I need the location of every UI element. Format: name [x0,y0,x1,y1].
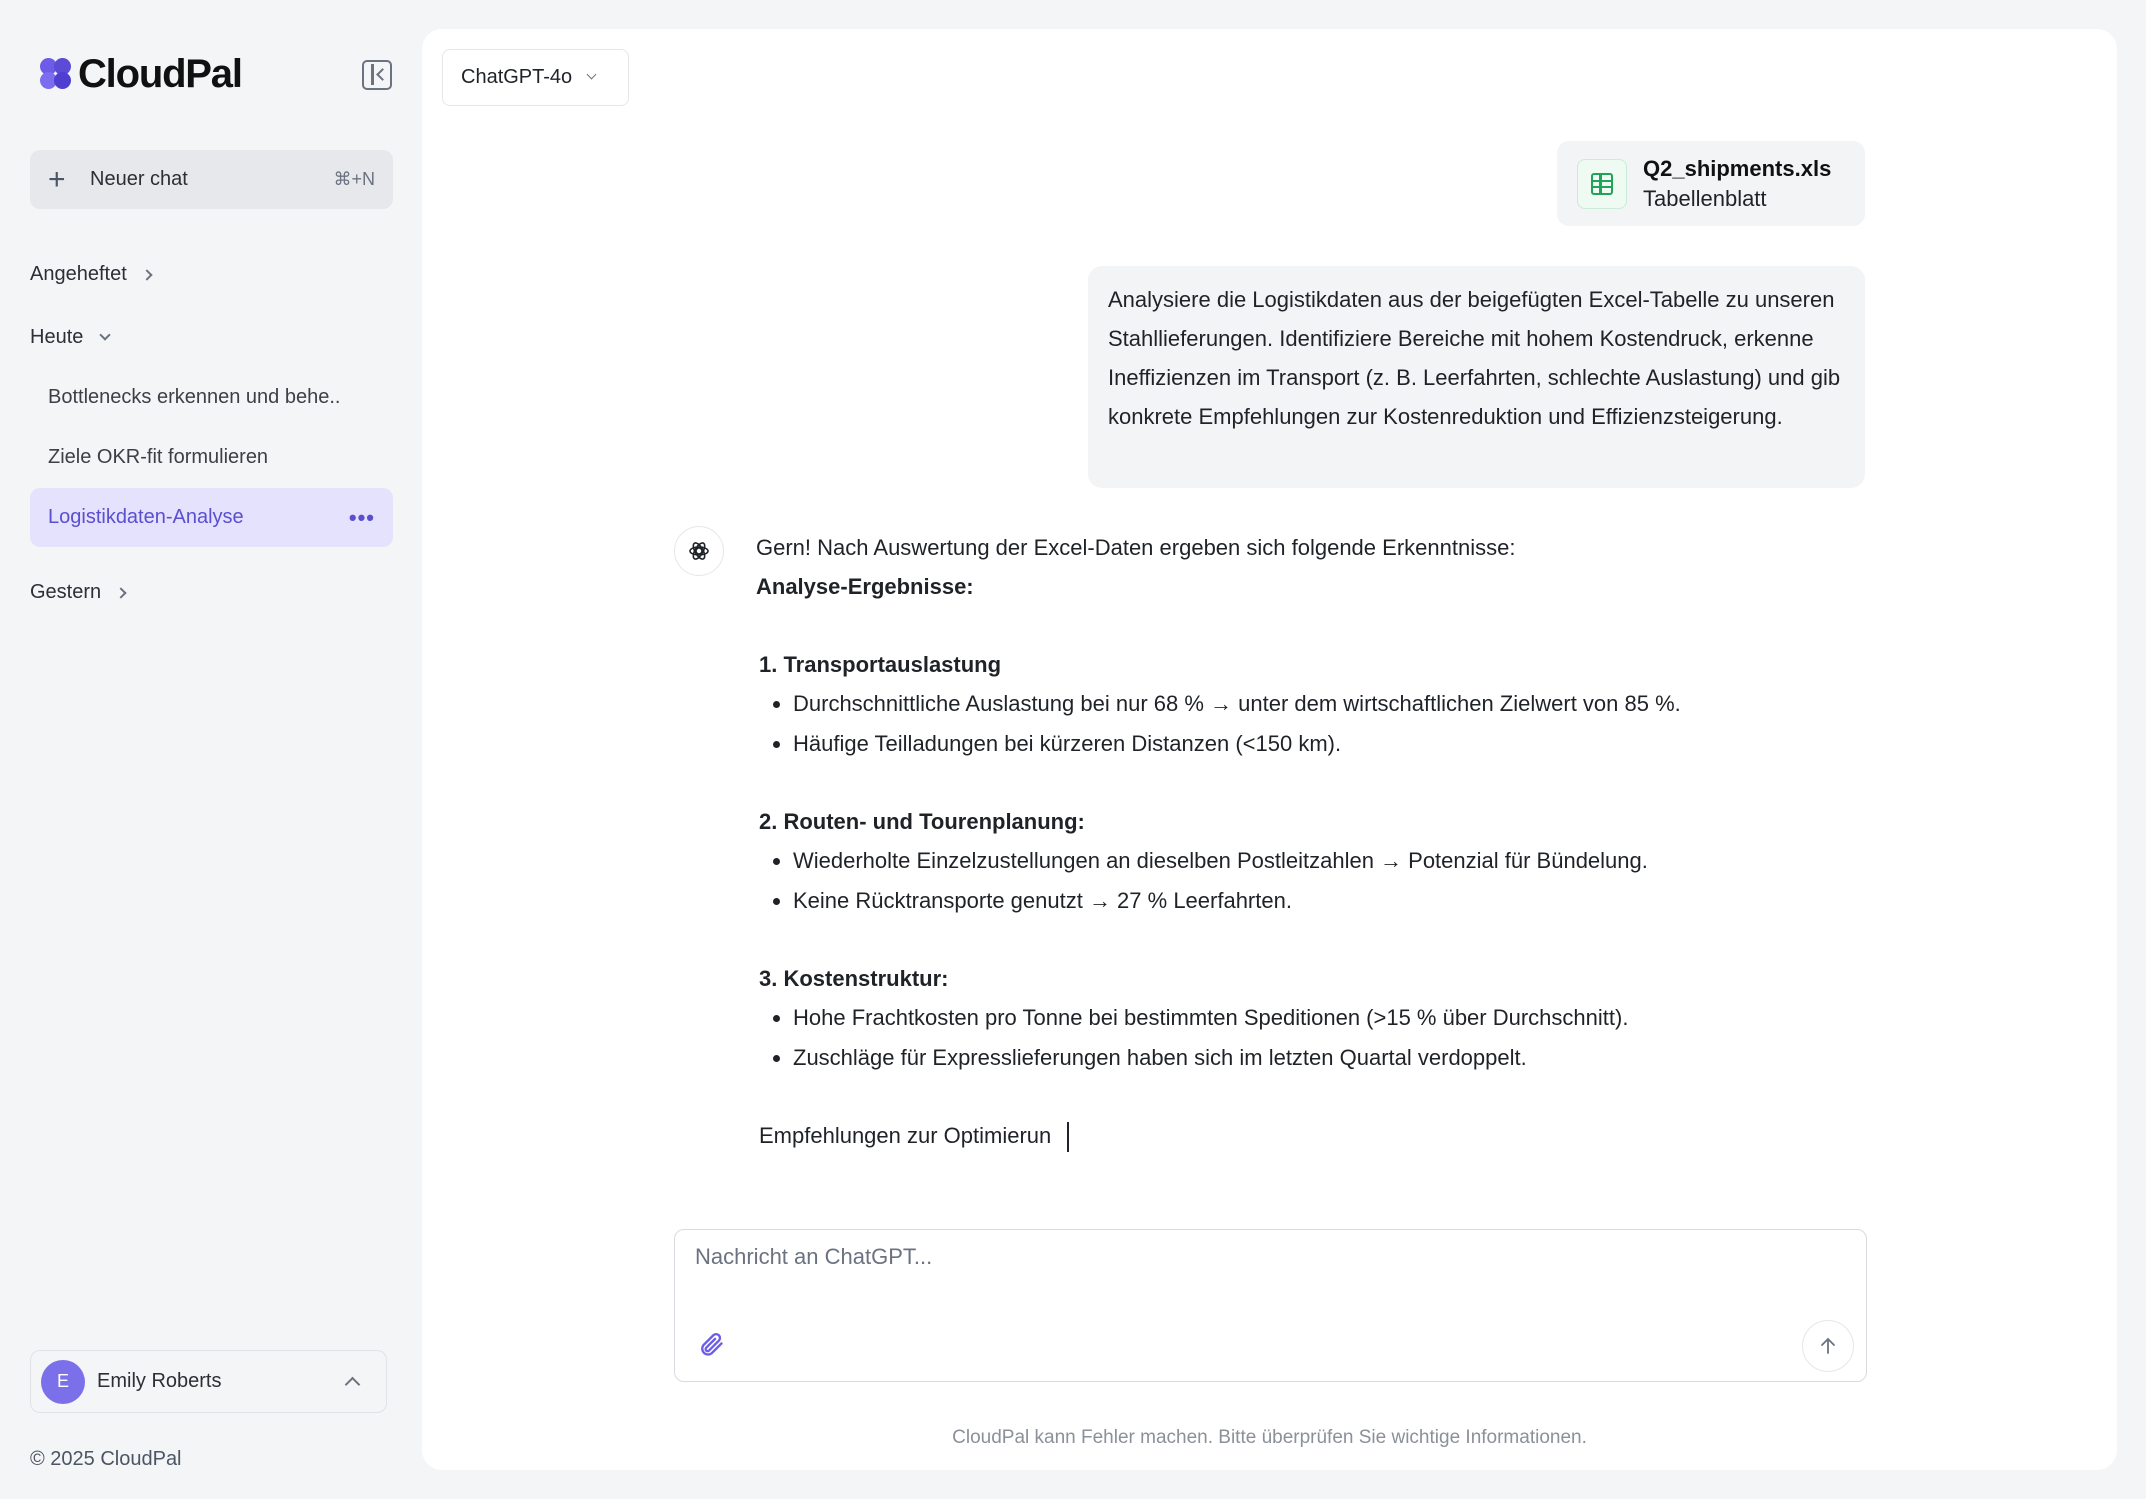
model-name: ChatGPT-4o [461,66,573,88]
more-options-icon[interactable]: ••• [348,504,375,530]
assistant-avatar-icon [674,526,724,576]
streaming-text: Empfehlungen zur Optimierun [759,1123,1052,1148]
chat-panel [422,29,2117,1470]
user-menu[interactable] [30,1350,387,1413]
app-name: CloudPal [78,52,242,96]
attachment-type: Tabellenblatt [1643,185,1767,211]
typing-cursor [1067,1122,1069,1152]
new-chat-button[interactable] [30,150,393,209]
section-heading: 2. Routen- und Tourenplanung: [759,809,1085,834]
conversation-item[interactable] [30,428,393,487]
new-chat-shortcut: ⌘+N [333,169,375,189]
copyright: © 2025 CloudPal [30,1448,182,1470]
assistant-intro: Gern! Nach Auswertung der Excel-Daten ergeben sich folgende Erkenntnisse: [756,535,1516,560]
plus-icon: + [48,162,66,196]
conversation-title: Logistikdaten-Analyse [48,506,244,528]
conversation-item-active[interactable] [30,488,393,547]
chevron-right-icon [141,269,152,280]
assistant-message [756,528,1856,1155]
message-input[interactable] [695,1244,1795,1294]
list-item: Zuschläge für Expresslieferungen haben sich im letzten Quartal verdoppelt. [759,1038,1856,1078]
section-heading: 3. Kostenstruktur: [759,966,949,991]
user-message: Analysiere die Logistikdaten aus der beigefügten Excel-Tabelle zu unseren Stahllieferungen. Identifiziere Bereiche mit hohem Kostendruck, erkenne Ineffizienzen im Transport (z. B. Leerfahrten, schlechte Auslastung) und gib konkrete Empfehlungen zur Kostenreduktion und Effizienzsteigerung. [1088,266,1865,488]
bullet-list [759,684,1856,763]
list-item: Hohe Frachtkosten pro Tonne bei bestimmten Speditionen (>15 % über Durchschnitt). [759,998,1856,1038]
model-selector[interactable] [442,49,629,106]
sidebar [0,0,422,1499]
bullet-list [759,998,1856,1077]
section-today-label: Heute [30,326,84,348]
arrow-up-icon [1820,1337,1836,1355]
list-item: Wiederholte Einzelzustellungen an dieselben Postleitzahlen → Potenzial für Bündelung. [759,841,1856,881]
spreadsheet-icon [1577,159,1627,209]
app-logo [40,52,242,97]
section-yesterday[interactable] [30,581,125,604]
user-name: Emily Roberts [97,1370,222,1392]
chevron-up-icon [345,1377,361,1393]
section-pinned-label: Angeheftet [30,263,127,285]
section-yesterday-label: Gestern [30,581,102,603]
conversation-title: Ziele OKR-fit formulieren [48,446,269,468]
logo-icon [40,58,74,92]
paperclip-icon[interactable] [697,1328,725,1362]
conversation-item[interactable] [30,368,393,427]
send-button[interactable] [1802,1320,1854,1372]
message-composer [674,1229,1867,1382]
chevron-down-icon [100,329,111,340]
new-chat-label: Neuer chat [90,168,188,190]
attachment-card[interactable] [1557,141,1865,226]
sidebar-toggle-icon[interactable] [362,60,392,90]
disclaimer: CloudPal kann Fehler machen. Bitte überprüfen Sie wichtige Informationen. [952,1427,1587,1448]
attachment-name: Q2_shipments.xls [1643,155,1832,181]
chevron-right-icon [115,587,126,598]
chevron-down-icon [587,70,597,80]
section-heading: 1. Transportauslastung [759,652,1002,677]
list-item: Keine Rücktransporte genutzt → 27 % Leerfahrten. [759,881,1856,921]
avatar: E [41,1360,85,1404]
conversation-title: Bottlenecks erkennen und behe.. [48,386,341,408]
section-today[interactable] [30,326,109,349]
assistant-title: Analyse-Ergebnisse: [756,574,974,599]
list-item: Häufige Teilladungen bei kürzeren Distanzen (<150 km). [759,724,1856,764]
list-item: Durchschnittliche Auslastung bei nur 68 % → unter dem wirtschaftlichen Zielwert von 85 %. [759,684,1856,724]
section-pinned[interactable] [30,263,151,286]
bullet-list [759,841,1856,920]
